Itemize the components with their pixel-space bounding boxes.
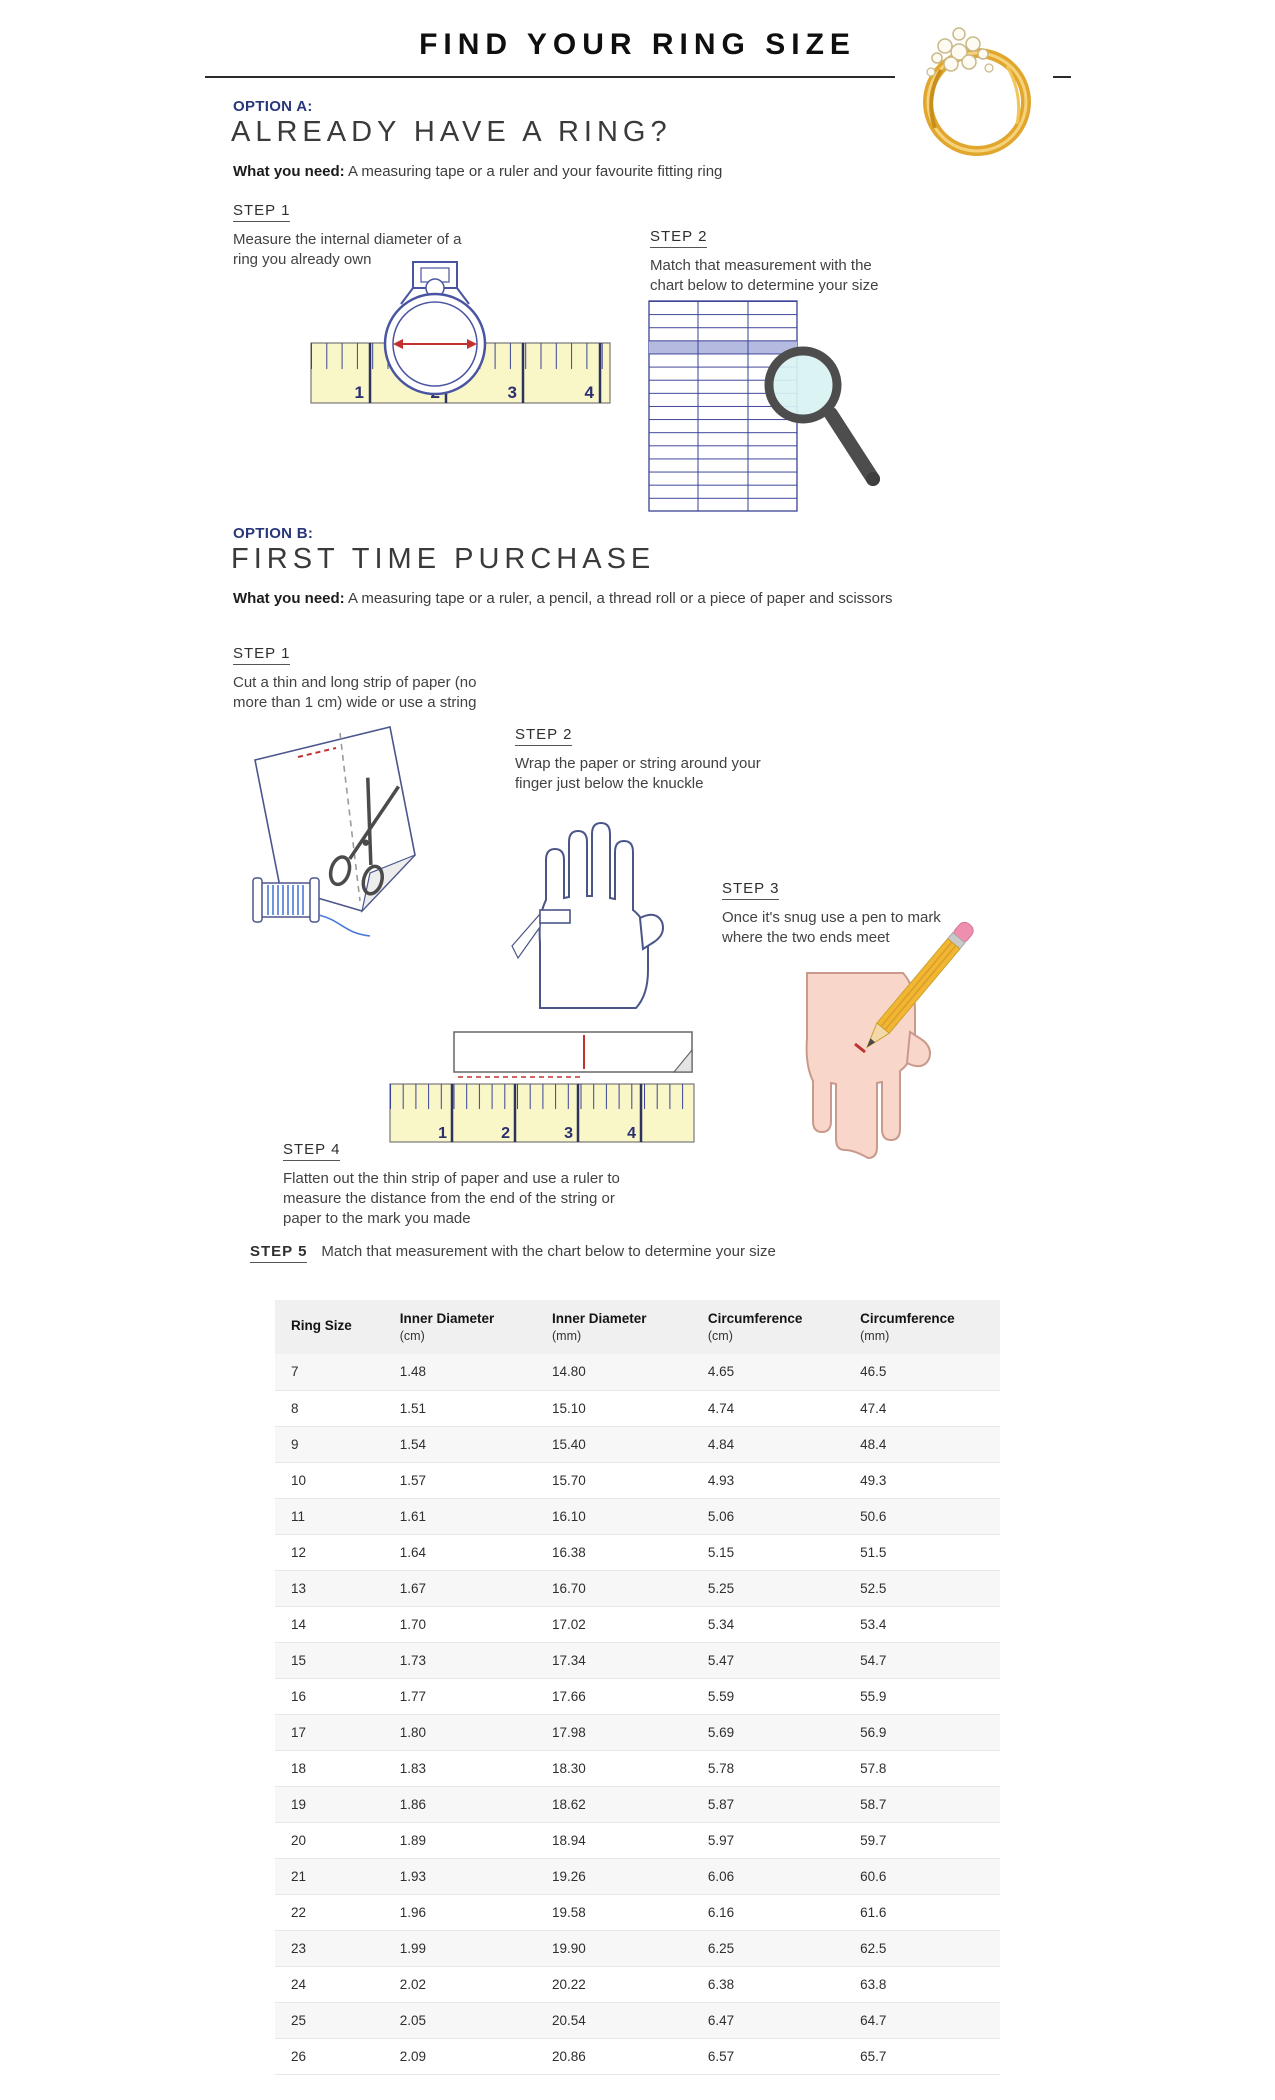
- step-text: Match that measurement with the chart below to determine your size: [321, 1243, 776, 1260]
- ruler-number: 3: [507, 383, 517, 402]
- step-text: Wrap the paper or string around your finger just below the knuckle: [515, 755, 761, 792]
- measurement-cell: 5.47: [692, 1642, 844, 1678]
- option-a-heading: ALREADY HAVE A RING?: [231, 116, 672, 148]
- measurement-cell: 2.09: [384, 2038, 536, 2074]
- measurement-cell: 18.30: [536, 1750, 692, 1786]
- measurement-cell: 16.70: [536, 1570, 692, 1606]
- measurement-cell: 57.8: [844, 1750, 1000, 1786]
- measurement-cell: 16.10: [536, 1498, 692, 1534]
- option-b-step-1: [233, 645, 513, 713]
- table-row: [275, 1714, 1000, 1750]
- measurement-cell: 46.5: [844, 1354, 1000, 1390]
- table-row: [275, 1606, 1000, 1642]
- measurement-cell: 53.4: [844, 1606, 1000, 1642]
- measurement-cell: 1.57: [384, 1462, 536, 1498]
- measurement-cell: 15.70: [536, 1462, 692, 1498]
- measurement-cell: 20.86: [536, 2038, 692, 2074]
- measurement-cell: 5.34: [692, 1606, 844, 1642]
- measurement-cell: 1.80: [384, 1714, 536, 1750]
- column-header-inner-diameter-cm: Inner Diameter (cm): [384, 1300, 536, 1354]
- step-label: STEP 3: [722, 880, 779, 900]
- what-you-need-label: What you need:: [233, 590, 345, 607]
- column-header-circumference-mm: Circumference (mm): [844, 1300, 1000, 1354]
- ring-size-cell: 22: [275, 1894, 384, 1930]
- ring-size-cell: 21: [275, 1858, 384, 1894]
- measurement-cell: 6.47: [692, 2002, 844, 2038]
- measurement-cell: 55.9: [844, 1678, 1000, 1714]
- table-row: [275, 1822, 1000, 1858]
- measurement-cell: 1.86: [384, 1786, 536, 1822]
- ruler-number: 1: [438, 1125, 447, 1142]
- step-label: STEP 1: [233, 645, 290, 665]
- measurement-cell: 54.7: [844, 1642, 1000, 1678]
- measurement-cell: 15.10: [536, 1390, 692, 1426]
- measurement-cell: 17.66: [536, 1678, 692, 1714]
- table-row: [275, 1930, 1000, 1966]
- measurement-cell: 1.61: [384, 1498, 536, 1534]
- ring-size-cell: 16: [275, 1678, 384, 1714]
- measurement-cell: 62.5: [844, 1930, 1000, 1966]
- table-row: [275, 1390, 1000, 1426]
- measurement-cell: 4.84: [692, 1426, 844, 1462]
- measurement-cell: 48.4: [844, 1426, 1000, 1462]
- ring-size-cell: 20: [275, 1822, 384, 1858]
- column-header-ring-size: Ring Size: [275, 1300, 384, 1354]
- measurement-cell: 1.54: [384, 1426, 536, 1462]
- measurement-cell: 17.98: [536, 1714, 692, 1750]
- measurement-cell: 64.7: [844, 2002, 1000, 2038]
- table-row: [275, 2038, 1000, 2074]
- ring-size-cell: 8: [275, 1390, 384, 1426]
- measurement-cell: 61.6: [844, 1894, 1000, 1930]
- measurement-cell: 1.96: [384, 1894, 536, 1930]
- measurement-cell: 1.83: [384, 1750, 536, 1786]
- measurement-cell: 5.69: [692, 1714, 844, 1750]
- measurement-cell: 50.6: [844, 1498, 1000, 1534]
- table-row: [275, 1750, 1000, 1786]
- what-you-need-text: A measuring tape or a ruler, a pencil, a thread roll or a piece of paper and scissors: [348, 590, 893, 607]
- step-text: Once it's snug use a pen to mark where the two ends meet: [722, 909, 941, 946]
- ring-on-ruler-illustration: [308, 252, 613, 412]
- table-row: [275, 1426, 1000, 1462]
- measurement-cell: 1.70: [384, 1606, 536, 1642]
- measurement-cell: 1.99: [384, 1930, 536, 1966]
- option-b-label: OPTION B:: [233, 525, 314, 542]
- table-row: [275, 1786, 1000, 1822]
- size-chart-header: [275, 1300, 1000, 1354]
- measurement-cell: 4.65: [692, 1354, 844, 1390]
- ring-size-cell: 10: [275, 1462, 384, 1498]
- measurement-cell: 47.4: [844, 1390, 1000, 1426]
- step-label: STEP 1: [233, 202, 290, 222]
- option-b-step-5: [250, 1243, 776, 1263]
- option-a-label: OPTION A:: [233, 98, 313, 115]
- ring-size-cell: 19: [275, 1786, 384, 1822]
- measurement-cell: 6.57: [692, 2038, 844, 2074]
- measurement-cell: 6.38: [692, 1966, 844, 2002]
- hand-with-pencil-illustration: [752, 918, 982, 1173]
- ring-size-cell: 12: [275, 1534, 384, 1570]
- page-title: FIND YOUR RING SIZE: [419, 28, 856, 61]
- option-b-step-4: [283, 1141, 623, 1229]
- measurement-cell: 56.9: [844, 1714, 1000, 1750]
- option-b-step-2: [515, 726, 763, 794]
- ring-size-cell: 11: [275, 1498, 384, 1534]
- measurement-cell: 5.78: [692, 1750, 844, 1786]
- ring-size-cell: 14: [275, 1606, 384, 1642]
- measurement-cell: 1.73: [384, 1642, 536, 1678]
- measurement-cell: 1.89: [384, 1822, 536, 1858]
- table-row: [275, 1966, 1000, 2002]
- ruler-number: 1: [354, 383, 364, 402]
- table-row: [275, 1570, 1000, 1606]
- measurement-cell: 5.59: [692, 1678, 844, 1714]
- option-b-what-you-need: [233, 590, 892, 607]
- gold-ring-image: [895, 2, 1053, 168]
- measurement-cell: 2.02: [384, 1966, 536, 2002]
- measurement-cell: 1.64: [384, 1534, 536, 1570]
- step-text: Measure the internal diameter of a ring you already own: [233, 231, 462, 268]
- measurement-cell: 1.77: [384, 1678, 536, 1714]
- table-row: [275, 1534, 1000, 1570]
- measurement-cell: 6.06: [692, 1858, 844, 1894]
- measurement-cell: 1.51: [384, 1390, 536, 1426]
- measurement-cell: 52.5: [844, 1570, 1000, 1606]
- measurement-cell: 1.67: [384, 1570, 536, 1606]
- measurement-cell: 19.90: [536, 1930, 692, 1966]
- table-row: [275, 1498, 1000, 1534]
- ring-size-cell: 23: [275, 1930, 384, 1966]
- ruler-number: 4: [584, 383, 594, 402]
- measurement-cell: 6.25: [692, 1930, 844, 1966]
- hand-with-strip-illustration: [492, 788, 667, 1028]
- size-chart-table: [275, 1300, 1000, 2075]
- measurement-cell: 5.25: [692, 1570, 844, 1606]
- measurement-cell: 20.54: [536, 2002, 692, 2038]
- step-text: Flatten out the thin strip of paper and use a ruler to measure the distance from the end of the string or paper to the mark you made: [283, 1170, 620, 1227]
- measurement-cell: 1.48: [384, 1354, 536, 1390]
- measurement-cell: 4.93: [692, 1462, 844, 1498]
- column-header-inner-diameter-mm: Inner Diameter (mm): [536, 1300, 692, 1354]
- table-row: [275, 1642, 1000, 1678]
- measurement-cell: 65.7: [844, 2038, 1000, 2074]
- measurement-cell: 18.62: [536, 1786, 692, 1822]
- measurement-cell: 60.6: [844, 1858, 1000, 1894]
- strip-on-ruler-illustration: [388, 1026, 698, 1148]
- size-chart: [275, 1300, 1000, 2075]
- measurement-cell: 6.16: [692, 1894, 844, 1930]
- table-row: [275, 1462, 1000, 1498]
- scissors-paper-illustration: [240, 715, 465, 955]
- size-chart-magnifier-illustration: [645, 293, 895, 521]
- measurement-cell: 16.38: [536, 1534, 692, 1570]
- measurement-cell: 4.74: [692, 1390, 844, 1426]
- table-row: [275, 1858, 1000, 1894]
- ring-size-cell: 26: [275, 2038, 384, 2074]
- ring-size-cell: 17: [275, 1714, 384, 1750]
- option-a-step-2: [650, 228, 902, 296]
- measurement-cell: 19.26: [536, 1858, 692, 1894]
- measurement-cell: 2.05: [384, 2002, 536, 2038]
- column-header-circumference-cm: Circumference (cm): [692, 1300, 844, 1354]
- ring-size-cell: 25: [275, 2002, 384, 2038]
- ruler-number: 4: [627, 1125, 636, 1142]
- step-label: STEP 2: [650, 228, 707, 248]
- measurement-cell: 20.22: [536, 1966, 692, 2002]
- ring-size-cell: 7: [275, 1354, 384, 1390]
- ring-size-cell: 18: [275, 1750, 384, 1786]
- table-row: [275, 1894, 1000, 1930]
- step-text: Cut a thin and long strip of paper (no more than 1 cm) wide or use a string: [233, 674, 477, 711]
- ring-size-cell: 15: [275, 1642, 384, 1678]
- size-chart-body: [275, 1354, 1000, 2074]
- ring-size-cell: 24: [275, 1966, 384, 2002]
- measurement-cell: 63.8: [844, 1966, 1000, 2002]
- step-label: STEP 4: [283, 1141, 340, 1161]
- measurement-cell: 58.7: [844, 1786, 1000, 1822]
- measurement-cell: 18.94: [536, 1822, 692, 1858]
- option-a-what-you-need: [233, 163, 722, 180]
- step-label: STEP 2: [515, 726, 572, 746]
- table-row: [275, 1678, 1000, 1714]
- ruler-number: 2: [501, 1125, 510, 1142]
- measurement-cell: 15.40: [536, 1426, 692, 1462]
- measurement-cell: 5.87: [692, 1786, 844, 1822]
- measurement-cell: 49.3: [844, 1462, 1000, 1498]
- measurement-cell: 1.93: [384, 1858, 536, 1894]
- measurement-cell: 17.34: [536, 1642, 692, 1678]
- ring-size-cell: 13: [275, 1570, 384, 1606]
- measurement-cell: 5.06: [692, 1498, 844, 1534]
- measurement-cell: 5.97: [692, 1822, 844, 1858]
- measurement-cell: 14.80: [536, 1354, 692, 1390]
- table-row: [275, 2002, 1000, 2038]
- step-label: STEP 5: [250, 1243, 307, 1263]
- what-you-need-label: What you need:: [233, 163, 345, 180]
- ring-size-cell: 9: [275, 1426, 384, 1462]
- option-b-heading: FIRST TIME PURCHASE: [231, 543, 656, 575]
- what-you-need-text: A measuring tape or a ruler and your favourite fitting ring: [348, 163, 723, 180]
- measurement-cell: 19.58: [536, 1894, 692, 1930]
- step-text: Match that measurement with the chart below to determine your size: [650, 257, 879, 294]
- measurement-cell: 5.15: [692, 1534, 844, 1570]
- table-row: [275, 1354, 1000, 1390]
- measurement-cell: 51.5: [844, 1534, 1000, 1570]
- ruler-number: 3: [564, 1125, 573, 1142]
- measurement-cell: 17.02: [536, 1606, 692, 1642]
- measurement-cell: 59.7: [844, 1822, 1000, 1858]
